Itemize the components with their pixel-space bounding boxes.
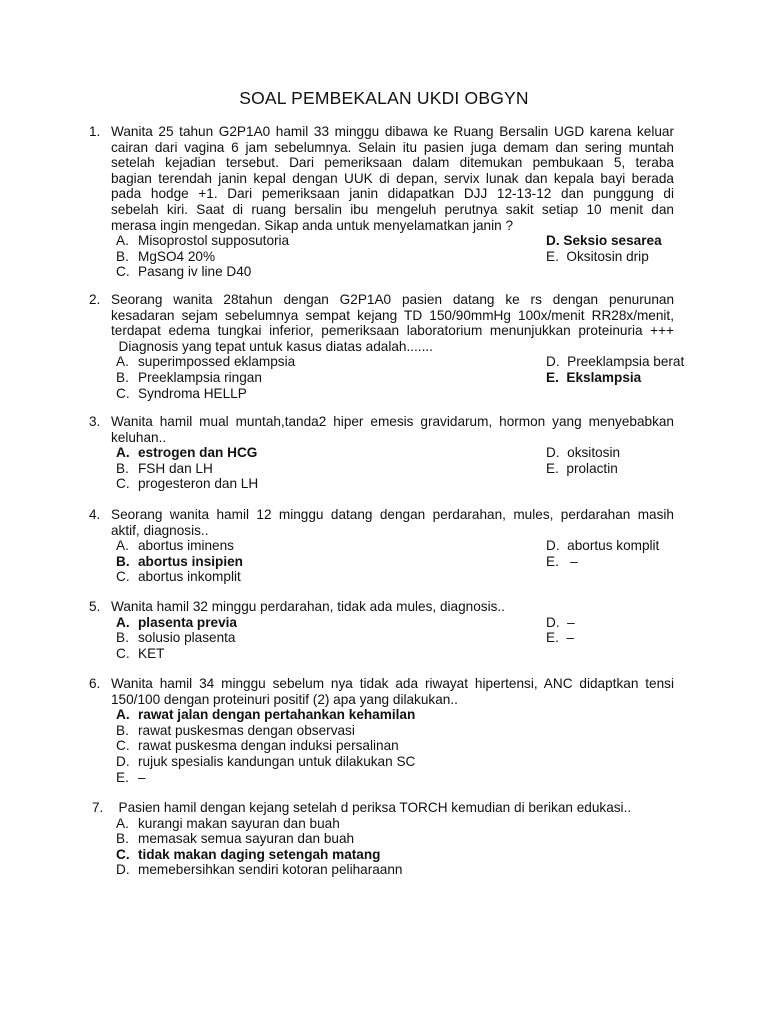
option-letter: B. [116,553,130,569]
option-row [116,233,674,249]
option-letter: C. [116,645,130,661]
answer-options [116,233,674,280]
question-7 [89,800,674,878]
question-number: 5. [89,599,101,614]
option-row [116,386,674,402]
question-text [111,124,674,233]
option-letter: D. [546,445,560,461]
option-letter: E. [546,248,559,264]
question-number: 2. [89,292,101,307]
option-letter: E. [546,630,559,646]
answer-options [116,816,674,878]
option-text: rawat puskesma dengan induksi persalinan [138,738,399,754]
question-text [111,292,674,354]
option-letter: C. [116,846,130,862]
question-5 [89,599,674,661]
option-letter: D. [116,753,130,769]
option-letter: D. [546,538,560,554]
option-text: Preeklampsia ringan [138,369,262,385]
option-row [116,538,674,554]
option-row [116,554,674,570]
option-letter: A. [116,354,129,370]
question-number: 1. [89,124,101,139]
question-line: Pasien hamil dengan kejang setelah d periksa TORCH kemudian di berikan edukasi.. [111,800,632,815]
option-text-correct: Seksio sesarea [563,233,662,249]
option-text: abortus inkomplit [138,569,241,585]
question-line: aktif, diagnosis.. [111,522,209,538]
option-row [116,707,674,723]
option-row [116,862,674,878]
option-letter: C. [116,476,130,492]
question-text [111,676,674,707]
question-line: Diagnosis yang tepat untuk kasus diatas adalah....... [111,338,433,354]
question-line: cairan dari vagina 6 jam sebelumnya. Selain itu pasien juga demam dan sering muntah [111,139,674,155]
option-text-correct: estrogen dan HCG [138,445,258,461]
option-letter: C. [116,569,130,585]
option-text: – [138,769,146,785]
question-text [111,599,674,615]
question-line: Wanita hamil mual muntah,tanda2 hiper emesis gravidarum, hormon yang menyebabkan [111,414,674,429]
option-row [116,646,674,662]
page-title: SOAL PEMBEKALAN UKDI OBGYN [239,88,529,108]
option-text-correct: plasenta previa [138,614,237,630]
question-3 [89,414,674,492]
option-letter: C. [116,385,130,401]
option-letter: B. [116,248,129,264]
option-text: progesteron dan LH [138,476,259,492]
option-text-correct: tidak makan daging setengah matang [138,846,381,862]
question-line: Seorang wanita 28tahun dengan G2P1A0 pasien datang ke rs dengan penurunan [111,292,674,307]
option-row [116,445,674,461]
option-row [116,770,674,786]
question-text [111,507,674,538]
question-number: 6. [89,676,101,691]
option-row [116,461,674,477]
question-line: pada hodge +1. Dari pemeriksaan janin didapatkan DJJ 12-13-12 dan punggung di [111,186,674,202]
option-letter: E. [116,769,129,785]
option-text: rawat puskesmas dengan observasi [138,722,355,738]
question-line: 150/100 dengan proteinuri positif (2) apa yang dilakukan.. [111,691,458,707]
option-letter: D. [546,233,560,249]
option-text: solusio plasenta [138,630,236,646]
question-line: Wanita hamil 32 minggu perdarahan, tidak ada mules, diagnosis.. [111,599,505,614]
option-row [116,476,674,492]
option-text: Pasang iv line D40 [138,264,252,280]
question-number: 3. [89,414,101,429]
question-4 [89,507,674,585]
option-text: oksitosin [567,445,621,461]
option-row [116,354,685,370]
option-text: KET [138,645,165,661]
option-row [116,723,674,739]
option-text: – [567,614,575,630]
option-text-correct: Ekslampsia [566,369,642,385]
question-line: Seorang wanita hamil 12 minggu datang dengan perdarahan, mules, perdarahan masih [111,507,674,522]
question-text [111,800,674,816]
question-1 [89,124,674,280]
option-letter: A. [116,445,130,461]
question-line: kesadaran sejam sebelumnya sempat kejang TD 150/90mmHg 100x/menit RR28x/menit, [111,307,674,323]
question-number: 4. [89,507,101,522]
question-number: 7. [92,800,104,815]
answer-options [116,538,674,585]
option-row [116,847,674,863]
answer-options [116,707,674,785]
option-letter: A. [116,538,129,554]
option-row [116,249,674,265]
option-letter: B. [116,630,129,646]
question-line: terdapat edema tungkai inferior, pemeriksaan laboratorium menunjukkan proteinuria +++ [111,323,674,339]
answer-options [116,615,674,662]
option-text: – [566,630,574,646]
option-row [116,569,674,585]
option-letter: A. [116,614,130,630]
option-row [116,370,674,386]
option-text: FSH dan LH [138,460,213,476]
option-letter: E. [546,553,559,569]
question-line: sebelah kiri. Saat di ruang bersalin ibu mengeluh perutnya sakit setiap 10 menit dan [111,201,674,217]
option-text: Oksitosin drip [566,248,649,264]
option-row [116,630,674,646]
option-text: Syndroma HELLP [138,385,247,401]
question-line: keluhan.. [111,429,167,445]
question-2 [89,292,685,401]
option-letter: D. [546,614,560,630]
option-row [116,264,674,280]
option-letter: B. [116,369,129,385]
option-letter: E. [546,369,559,385]
option-text: memebersihkan sendiri kotoran peliharaann [138,862,403,878]
option-letter: A. [116,815,129,831]
question-line: setelah kejadian tersebut. Dari pemeriksaan dalam ditemukan pembukaan 5, teraba [111,155,674,171]
question-line: Wanita hamil 34 minggu sebelum nya tidak ada riwayat hipertensi, ANC didaptkan tensi [111,676,674,691]
option-letter: E. [546,460,559,476]
option-letter: C. [116,264,130,280]
option-letter: A. [116,233,129,249]
option-row [116,738,674,754]
answer-options [116,354,685,401]
option-letter: D. [546,354,560,370]
option-letter: B. [116,831,129,847]
option-text: memasak semua sayuran dan buah [138,831,355,847]
option-text: prolactin [566,460,618,476]
option-text-correct: abortus insipien [138,553,243,569]
option-row [116,754,674,770]
option-letter: C. [116,738,130,754]
option-row [116,816,674,832]
option-row [116,831,674,847]
option-text: MgSO4 20% [138,248,216,264]
question-6 [89,676,674,785]
option-text: rujuk spesialis kandungan untuk dilakukan SC [138,753,416,769]
question-text [111,414,674,445]
option-text: kurangi makan sayuran dan buah [138,815,340,831]
option-text: abortus komplit [567,538,660,554]
option-text: abortus iminens [138,538,234,554]
option-letter: B. [116,722,129,738]
question-line: Wanita 25 tahun G2P1A0 hamil 33 minggu dibawa ke Ruang Bersalin UGD karena keluar [111,124,674,139]
option-row [116,615,674,631]
option-letter: D. [116,862,130,878]
option-text-correct: rawat jalan dengan pertahankan kehamilan [138,707,416,723]
option-text: Preeklampsia berat [567,354,685,370]
option-letter: B. [116,460,129,476]
answer-options [116,445,674,492]
question-line: bagian terendah janin kepal dengan UUK di depan, servix lunak dan kepala bayi berada [111,170,674,186]
option-text: superimpossed eklampsia [138,354,296,370]
option-text: Misoprostol supposutoria [138,233,290,249]
question-line: merasa ingin mengedan. Sikap anda untuk menyelamatkan janin ? [111,217,514,233]
option-letter: A. [116,707,130,723]
option-text: – [566,553,578,569]
